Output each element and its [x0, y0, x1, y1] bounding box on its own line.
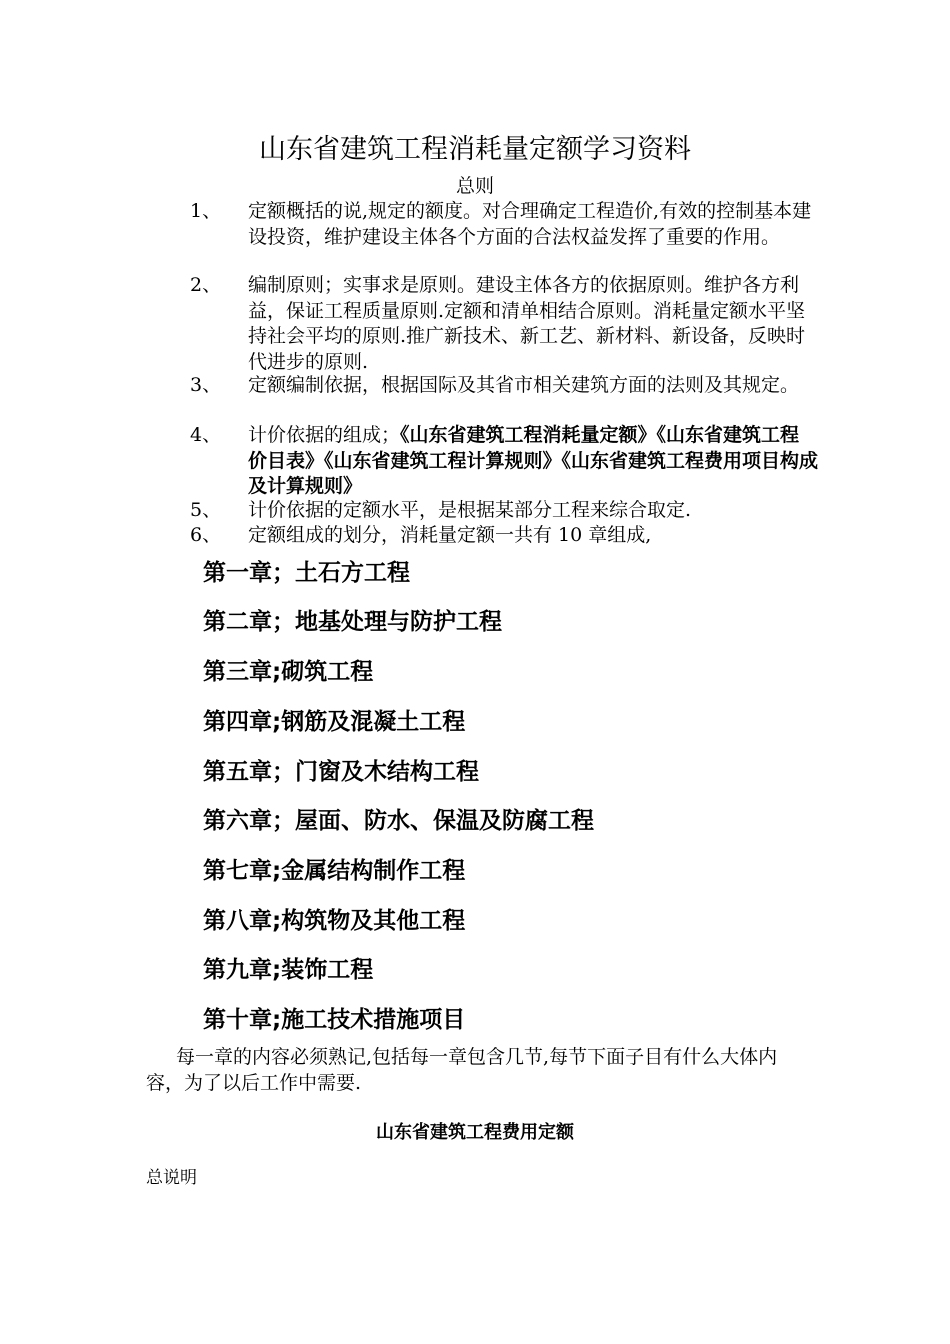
- chapter-heading: 第九章;装饰工程: [203, 957, 374, 983]
- list-item-text: 编制原则；实事求是原则。建设主体各方的依据原则。维护各方利益，保证工程质量原则.定额和清单相结合原则。消耗量定额水平坚持社会平均的原则.推广新技术、新工艺、新材料、新设备，反映时代进步的原则.: [248, 274, 806, 373]
- list-item-bold-text: 《山东省建筑工程消耗量定额》《山东省建筑工程价目表》《山东省建筑工程计算规则》《山东省建筑工程费用项目构成及计算规则》: [248, 424, 819, 497]
- list-item-text: 计价依据的组成；: [248, 424, 401, 446]
- chapter-heading: 第二章；地基处理与防护工程: [203, 609, 502, 635]
- list-item-number: 4、: [190, 424, 222, 446]
- chapter-note: 每一章的内容必须熟记,包括每一章包含几节,每节下面子目有什么大体内容，为了以后工作中需要.: [146, 1046, 778, 1094]
- list-item-number: 6、: [190, 524, 222, 546]
- chapter-heading: 第五章；门窗及木结构工程: [203, 759, 479, 785]
- chapter-heading: 第七章;金属结构制作工程: [203, 858, 466, 884]
- list-item-text: 定额组成的划分，消耗量定额一共有 10 章组成,: [248, 524, 652, 546]
- list-item-number: 1、: [190, 200, 222, 222]
- chapter-heading: 第四章;钢筋及混凝土工程: [203, 709, 466, 735]
- section-title: 山东省建筑工程费用定额: [376, 1122, 574, 1143]
- list-item-text: 计价依据的定额水平，是根据某部分工程来综合取定.: [248, 499, 692, 521]
- chapter-heading: 第八章;构筑物及其他工程: [203, 908, 466, 934]
- chapter-heading: 第十章;施工技术措施项目: [203, 1007, 466, 1033]
- document-title: 山东省建筑工程消耗量定额学习资料: [259, 134, 691, 165]
- chapter-heading: 第一章；土石方工程: [203, 560, 410, 586]
- document-subtitle: 总则: [455, 175, 494, 197]
- list-item-text: 定额编制依据，根据国际及其省市相关建筑方面的法则及其规定。: [248, 374, 800, 396]
- list-item-number: 2、: [190, 274, 222, 296]
- chapter-heading: 第六章；屋面、防水、保温及防腐工程: [203, 808, 594, 834]
- list-item-text: 定额概括的说,规定的额度。对合理确定工程造价,有效的控制基本建设投资，维护建设主体各个方面的合法权益发挥了重要的作用。: [248, 200, 812, 248]
- list-item-number: 5、: [190, 499, 222, 521]
- section-subtitle: 总说明: [146, 1168, 197, 1188]
- chapter-heading: 第三章;砌筑工程: [203, 659, 374, 685]
- list-item-number: 3、: [190, 374, 222, 396]
